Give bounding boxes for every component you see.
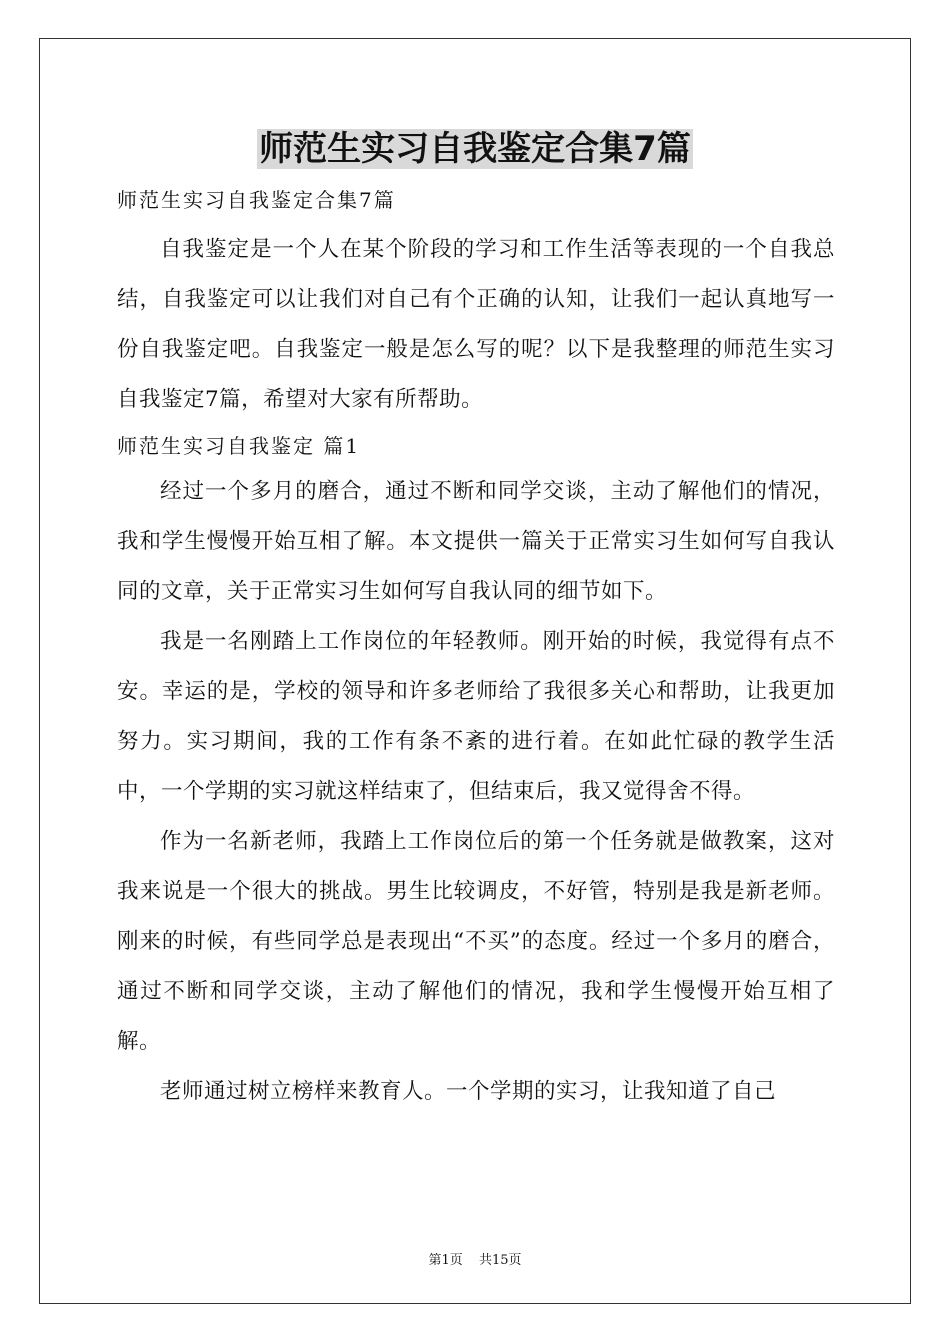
body-paragraph-1: 经过一个多月的磨合，通过不断和同学交谈，主动了解他们的情况，我和学生慢慢开始互相了解。本文提供一篇关于正常实习生如何写自我认同的文章，关于正常实习生如何写自我认同的细节如下。 — [117, 479, 835, 604]
body-paragraph-3: 作为一名新老师，我踏上工作岗位后的第一个任务就是做教案，这对我来说是一个很大的挑战。男生比较调皮，不好管，特别是我是新老师。刚来的时候，有些同学总是表现出“不买”的态度。经过一个多月的磨合，通过不断和同学交谈，主动了解他们的情况，我和学生慢慢开始互相了解。 — [117, 829, 835, 1054]
section-heading: 师范生实习自我鉴定 篇1 — [117, 434, 361, 458]
page-number: 第1页 — [428, 1253, 463, 1268]
document-body — [117, 183, 835, 1117]
page-total: 共15页 — [478, 1253, 522, 1268]
page-footer — [0, 1249, 950, 1268]
intro-paragraph: 自我鉴定是一个人在某个阶段的学习和工作生活等表现的一个自我总结，自我鉴定可以让我们对自己有个正确的认知，让我们一起认真地写一份自我鉴定吧。自我鉴定一般是怎么写的呢？以下是我整理的师范生实习自我鉴定7篇，希望对大家有所帮助。 — [117, 237, 835, 412]
document-title-text: 师范生实习自我鉴定合集7篇 — [259, 129, 691, 169]
document-title — [0, 126, 950, 172]
body-paragraph-2: 我是一名刚踏上工作岗位的年轻教师。刚开始的时候，我觉得有点不安。幸运的是，学校的领导和许多老师给了我很多关心和帮助，让我更加努力。实习期间，我的工作有条不紊的进行着。在如此忙碌的教学生活中，一个学期的实习就这样结束了，但结束后，我又觉得舍不得。 — [117, 629, 835, 804]
body-paragraph-4: 老师通过树立榜样来教育人。一个学期的实习，让我知道了自己 — [160, 1079, 777, 1104]
document-subtitle: 师范生实习自我鉴定合集7篇 — [117, 188, 396, 212]
